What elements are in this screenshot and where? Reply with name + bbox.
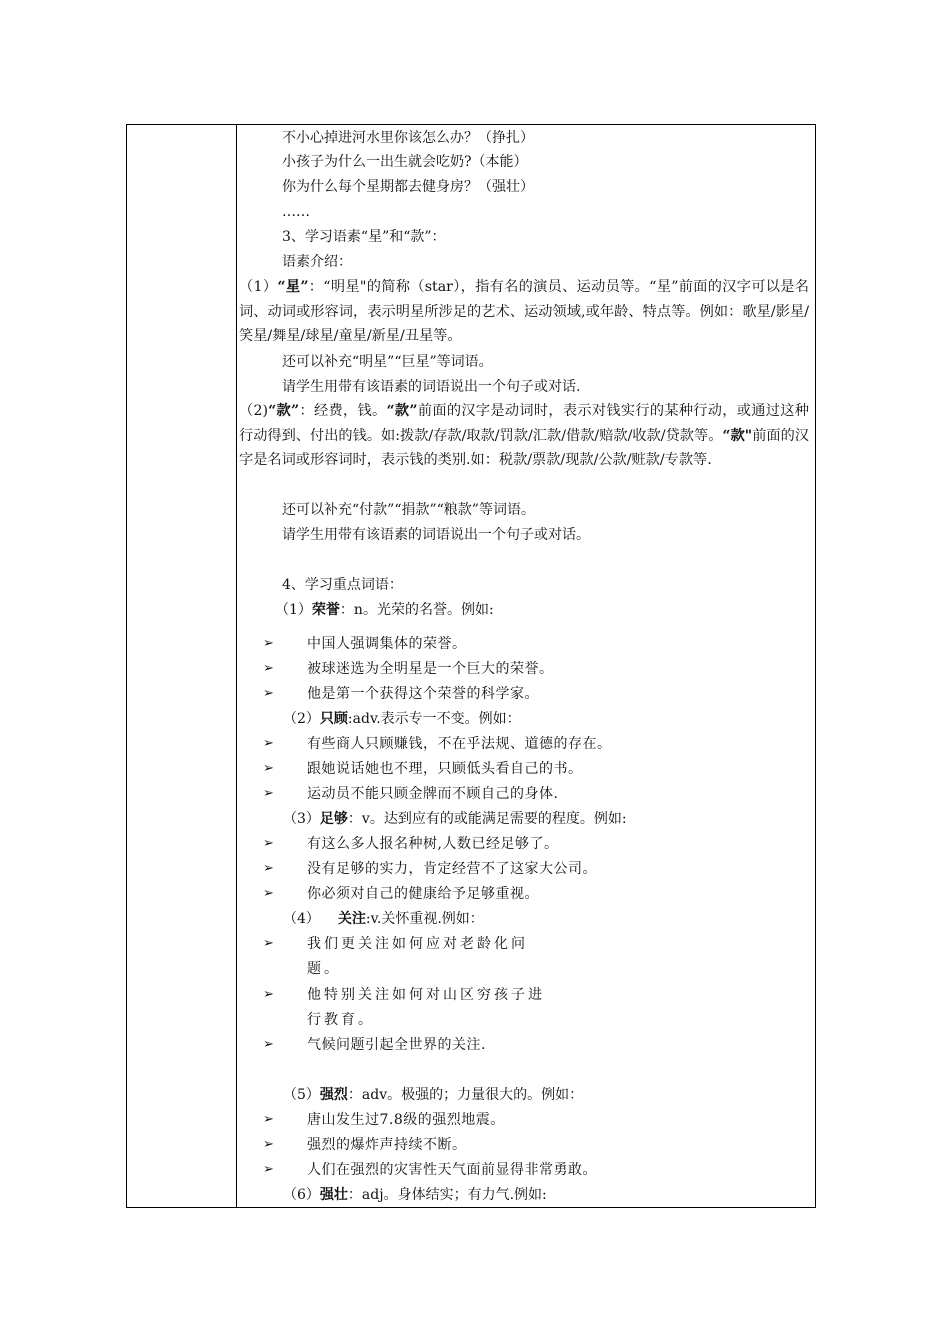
example-sentence: 有这么多人报名种树,人数已经足够了。	[307, 836, 559, 852]
word-heading: （6）强壮：adj。身体结实；有力气.例如:	[283, 1187, 547, 1203]
bullet-arrow-icon: ➢	[263, 761, 274, 776]
kuan-paragraph: （2)“款”：经费，钱。“款”前面的汉字是动词时，表示对钱实行的某种行动，或通过这种行动得到、付出的钱。如:拨款/存款/取款/罚款/汇款/借款/赔款/收款/贷款等。“款"前面的汉字是名词或形容词时，表示钱的类别.如：税款/票款/现款/公款/赃款/专款等.	[239, 403, 809, 468]
word-heading: （3）足够：v。达到应有的或能满足需要的程度。例如:	[283, 811, 627, 827]
supplement-line: 还可以补充“明星”“巨星”等词语。	[282, 354, 493, 370]
supplement-line: 还可以补充“付款”“捐款”“粮款”等词语。	[282, 502, 535, 518]
example-sentence: 气候问题引起全世界的关注.	[307, 1037, 486, 1053]
bullet-arrow-icon: ➢	[263, 936, 274, 951]
example-sentence: 我们更关注如何应对老龄化问	[307, 936, 528, 952]
section-heading: 3、学习语素“星”和“款”：	[282, 229, 446, 245]
example-sentence: 唐山发生过7.8级的强烈地震。	[307, 1112, 505, 1128]
example-sentence: 人们在强烈的灾害性天气面前显得非常勇敢。	[307, 1162, 597, 1178]
section-intro: 语素介绍：	[282, 254, 352, 270]
lesson-table	[126, 124, 816, 1208]
bullet-arrow-icon: ➢	[263, 786, 274, 801]
example-sentence: 他是第一个获得这个荣誉的科学家。	[307, 686, 539, 702]
xing-paragraph: （1）“星”：“明星"的简称（star），指有名的演员、运动员等。“星”前面的汉字可以是名词、动词或形容词，表示明星所涉足的艺术、运动领域,或年龄、特点等。例如：歌星/影星/笑星/舞星/球星/童星/新星/丑星等。	[239, 279, 809, 344]
question-line: 你为什么每个星期都去健身房？（强壮）	[282, 179, 534, 195]
example-sentence-continued: 题。	[307, 961, 341, 977]
bullet-arrow-icon: ➢	[263, 1162, 274, 1177]
word-heading: （1）荣誉：n。光荣的名誉。例如:	[275, 602, 494, 618]
task-line: 请学生用带有该语素的词语说出一个句子或对话。	[282, 527, 590, 543]
section-heading: 4、学习重点词语：	[282, 577, 403, 593]
task-line: 请学生用带有该语素的词语说出一个句子或对话.	[282, 379, 581, 395]
example-sentence: 跟她说话她也不理，只顾低头看自己的书。	[307, 761, 583, 777]
term-kuan: “款”	[268, 403, 300, 419]
column-divider	[236, 125, 237, 1207]
bullet-arrow-icon: ➢	[263, 686, 274, 701]
content-cell	[239, 125, 809, 1207]
example-sentence: 没有足够的实力，肯定经营不了这家大公司。	[307, 861, 597, 877]
example-sentence: 有些商人只顾赚钱，不在乎法规、道德的存在。	[307, 736, 612, 752]
example-sentence: 他特别关注如何对山区穷孩子进	[307, 987, 545, 1003]
term-xing: “星”	[277, 279, 309, 295]
bullet-arrow-icon: ➢	[263, 886, 274, 901]
bullet-arrow-icon: ➢	[263, 861, 274, 876]
bullet-arrow-icon: ➢	[263, 1137, 274, 1152]
question-line: 不小心掉进河水里你该怎么办？（挣扎）	[282, 130, 534, 146]
word-heading: （5）强烈：adv。极强的；力量很大的。例如：	[283, 1087, 584, 1103]
example-sentence: 强烈的爆炸声持续不断。	[307, 1137, 467, 1153]
word-heading: （4） 关注:v.关怀重视.例如：	[283, 911, 484, 927]
bullet-arrow-icon: ➢	[263, 1112, 274, 1127]
example-sentence: 被球迷选为全明星是一个巨大的荣誉。	[307, 661, 554, 677]
bullet-arrow-icon: ➢	[263, 1037, 274, 1052]
bullet-arrow-icon: ➢	[263, 736, 274, 751]
ellipsis: ……	[282, 204, 310, 220]
word-heading: （2）只顾:adv.表示专一不变。例如：	[283, 711, 521, 727]
example-sentence: 运动员不能只顾金牌而不顾自己的身体.	[307, 786, 559, 802]
question-line: 小孩子为什么一出生就会吃奶?（本能）	[282, 154, 528, 170]
example-sentence: 中国人强调集体的荣誉。	[307, 636, 467, 652]
bullet-arrow-icon: ➢	[263, 836, 274, 851]
example-sentence-continued: 行教育。	[307, 1012, 375, 1028]
bullet-arrow-icon: ➢	[263, 661, 274, 676]
bullet-arrow-icon: ➢	[263, 636, 274, 651]
example-sentence: 你必须对自己的健康给予足够重视。	[307, 886, 539, 902]
bullet-arrow-icon: ➢	[263, 987, 274, 1002]
